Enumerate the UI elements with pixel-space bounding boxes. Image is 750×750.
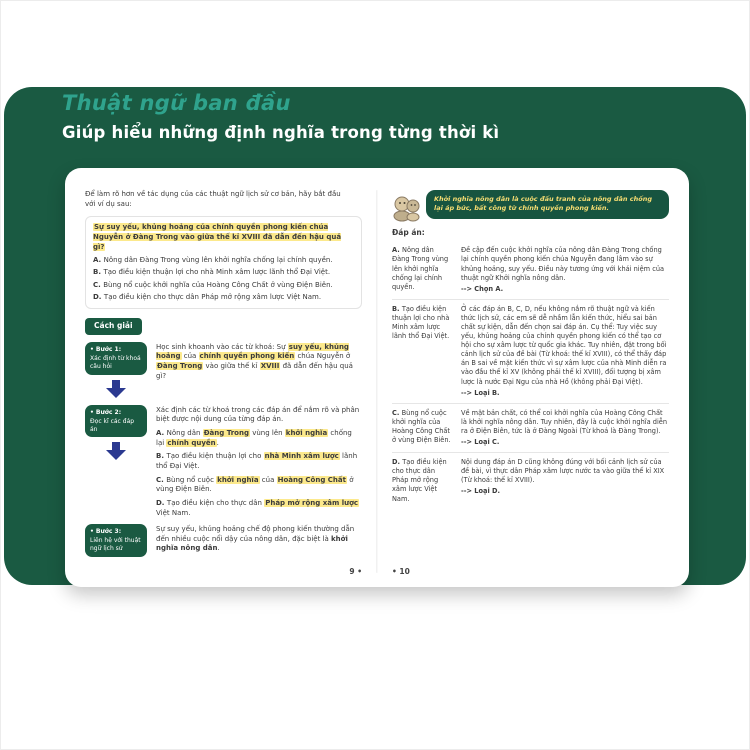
page-right	[378, 190, 669, 576]
intro-text: Để làm rõ hơn về tác dụng của các thuật ngữ lịch sử cơ bản, hãy bắt đầu với ví dụ sau:	[85, 190, 341, 208]
step-badge-1-desc: Xác định từ khoá câu hỏi	[90, 355, 141, 370]
answer-option-c: C. Bùng nổ cuộc khởi nghĩa của Hoàng Công Chất ở vùng Điện Biên.	[392, 408, 451, 445]
book-spread	[65, 168, 689, 587]
page-number-left: 9 •	[349, 566, 362, 576]
step-badge-2-desc: Đọc kĩ các đáp án	[90, 417, 135, 433]
step-2-option-d: D. Tạo điều kiện cho thực dân Pháp mở rộng xâm lược Việt Nam.	[156, 498, 359, 517]
step-2-intro: Xác định các từ khoá trong các đáp án để nắm rõ và phân biệt được nội dung của từng đáp án.	[156, 405, 360, 424]
question-option-a: A. Nông dân Đàng Trong vùng lên khởi nghĩa chống lại chính quyền.	[93, 256, 333, 265]
answer-option-d: D. Tạo điều kiện cho thực dân Pháp mở rộng xâm lược Việt Nam.	[392, 458, 447, 503]
answer-option-b: B. Tạo điều kiện thuận lợi cho nhà Minh xâm lược lãnh thổ Đại Việt.	[392, 304, 450, 341]
step-1-content	[156, 342, 362, 403]
answer-row-a	[392, 241, 669, 299]
question-option-b: B. Tạo điều kiện thuận lợi cho nhà Minh xâm lược lãnh thổ Đại Việt.	[93, 268, 331, 277]
solution-label: Cách giải	[85, 318, 142, 334]
definition-callout-row	[392, 190, 669, 222]
verdict-c: --> Loại C.	[461, 438, 500, 447]
step-badge-3	[85, 524, 147, 557]
mascot-characters-icon	[392, 190, 422, 222]
step-3-text: Sự suy yếu, khủng hoảng chế độ phong kiến thường dẫn đến nhiều cuộc nổi dậy của nông dân, đặc biệt là khởi nghĩa nông dân.	[156, 525, 355, 553]
explanation-text: Về mặt bản chất, có thể coi khởi nghĩa của Hoàng Công Chất là khởi nghĩa nông dân. Tuy nhiên, đây là cuộc khởi nghĩa diễn ra ở Điện Biên, tức là ở Đàng Ngoài (Từ khoá là Đàng Trong).	[461, 408, 668, 435]
explanation-text: Đề cập đến cuộc khởi nghĩa của nông dân Đàng Trong chống lại chính quyền phong kiến chúa Nguyễn đang lâm vào sự khủng hoảng, suy yếu. Điều này tương ứng với khái niệm của thuật ngữ Khởi nghĩa nông dân.	[461, 246, 665, 282]
answer-option-a: A. Nông dân Đàng Trong vùng lên khởi nghĩa chống lại chính quyền.	[392, 246, 449, 291]
question-option-c: C. Bùng nổ cuộc khởi nghĩa của Hoàng Công Chất ở vùng Điện Biên.	[93, 280, 333, 289]
step-2-option-a: A. Nông dân Đàng Trong vùng lên khởi nghĩa chống lại chính quyền.	[156, 428, 352, 447]
step-row-2	[85, 405, 362, 523]
step-badge-2-title: • Bước 2:	[90, 408, 122, 416]
step-row-1	[85, 342, 362, 403]
answer-explanation-b	[461, 305, 669, 398]
step-badge-1	[85, 342, 147, 375]
definition-callout: Khởi nghĩa nông dân là cuộc đấu tranh của nông dân chống lại áp bức, bất công từ chính quyền phong kiến.	[426, 190, 669, 219]
answer-row-d	[392, 453, 669, 508]
step-row-3	[85, 524, 362, 558]
banner-title: Thuật ngữ ban đầu	[62, 91, 291, 115]
question-option-d: D. Tạo điều kiện cho thực dân Pháp mở rộng xâm lược Việt Nam.	[93, 292, 322, 301]
down-arrow-icon	[106, 380, 126, 398]
verdict-a: --> Chọn A.	[461, 284, 504, 293]
step-badge-3-title: • Bước 3:	[90, 528, 122, 536]
verdict-b: --> Loại B.	[461, 388, 500, 397]
explanation-text: Nội dung đáp án D cũng không đúng với bối cảnh lịch sử của đề bài, vì thực dân Pháp xâm lược nước ta vào giữa thế kỉ XIX (Từ khoá: thế kỉ XVIII).	[461, 458, 665, 485]
answer-explanation-d	[461, 458, 669, 503]
step-1-text: Học sinh khoanh vào các từ khoá: Sự suy yếu, khủng hoảng của chính quyền phong kiến chúa Nguyễn ở Đàng Trong vào giữa thế kỉ XVIII đã dẫn đến hậu quả gì?	[156, 342, 353, 380]
answer-label: Đáp án:	[392, 228, 425, 237]
question-text: Sự suy yếu, khủng hoảng của chính quyền phong kiến chúa Nguyễn ở Đàng Trong vào giữa thế kỉ XVIII đã dẫn đến hậu quả gì?	[93, 223, 342, 251]
step-badge-2	[85, 405, 147, 438]
page-number-right: • 10	[392, 566, 410, 576]
step-3-content	[156, 524, 362, 558]
answer-row-c	[392, 404, 669, 453]
answer-explanation-c	[461, 409, 669, 447]
answer-explanation-a	[461, 246, 669, 293]
down-arrow-icon	[106, 442, 126, 460]
step-2-option-b: B. Tạo điều kiện thuận lợi cho nhà Minh xâm lược lãnh thổ Đại Việt.	[156, 452, 358, 470]
verdict-d: --> Loại D.	[461, 487, 501, 496]
answer-row-b	[392, 300, 669, 404]
explanation-text: Ở các đáp án B, C, D, nếu không nắm rõ thuật ngữ và kiến thức lịch sử, các em sẽ dễ nhầm lẫn kiến thức, hiểu sai bản chất sự kiện, dẫn đến chọn sai đáp án. Cụ thể: Tuy việc suy yếu, khủng hoảng của chính quyền phong kiến có thể tạo cơ hội cho sự xâm lược từ quốc gia khác. Tuy nhiên, đặt trong bối cảnh lịch sử của đề bài (Từ khoá: thế kỉ XVIII), có thể thấy đáp án B sai về mặt kiến thức vì sự xâm lược của nhà Minh diễn ra vào đầu thế kỉ XV (không phải thế kỉ XVIII), đối tượng bị xâm lược là nước Đại Ngu của nhà Hồ (không phải Đại Việt).	[461, 304, 667, 386]
banner-subtitle: Giúp hiểu những định nghĩa trong từng thời kì	[62, 123, 500, 142]
question-box	[85, 216, 362, 309]
step-2-option-c: C. Bùng nổ cuộc khởi nghĩa của Hoàng Công Chất ở vùng Điện Biên.	[156, 475, 354, 494]
step-badge-1-title: • Bước 1:	[90, 345, 122, 353]
step-2-content	[156, 405, 362, 523]
page-left	[85, 190, 376, 576]
step-badge-3-desc: Liên hệ với thuật ngữ lịch sử	[90, 537, 141, 553]
